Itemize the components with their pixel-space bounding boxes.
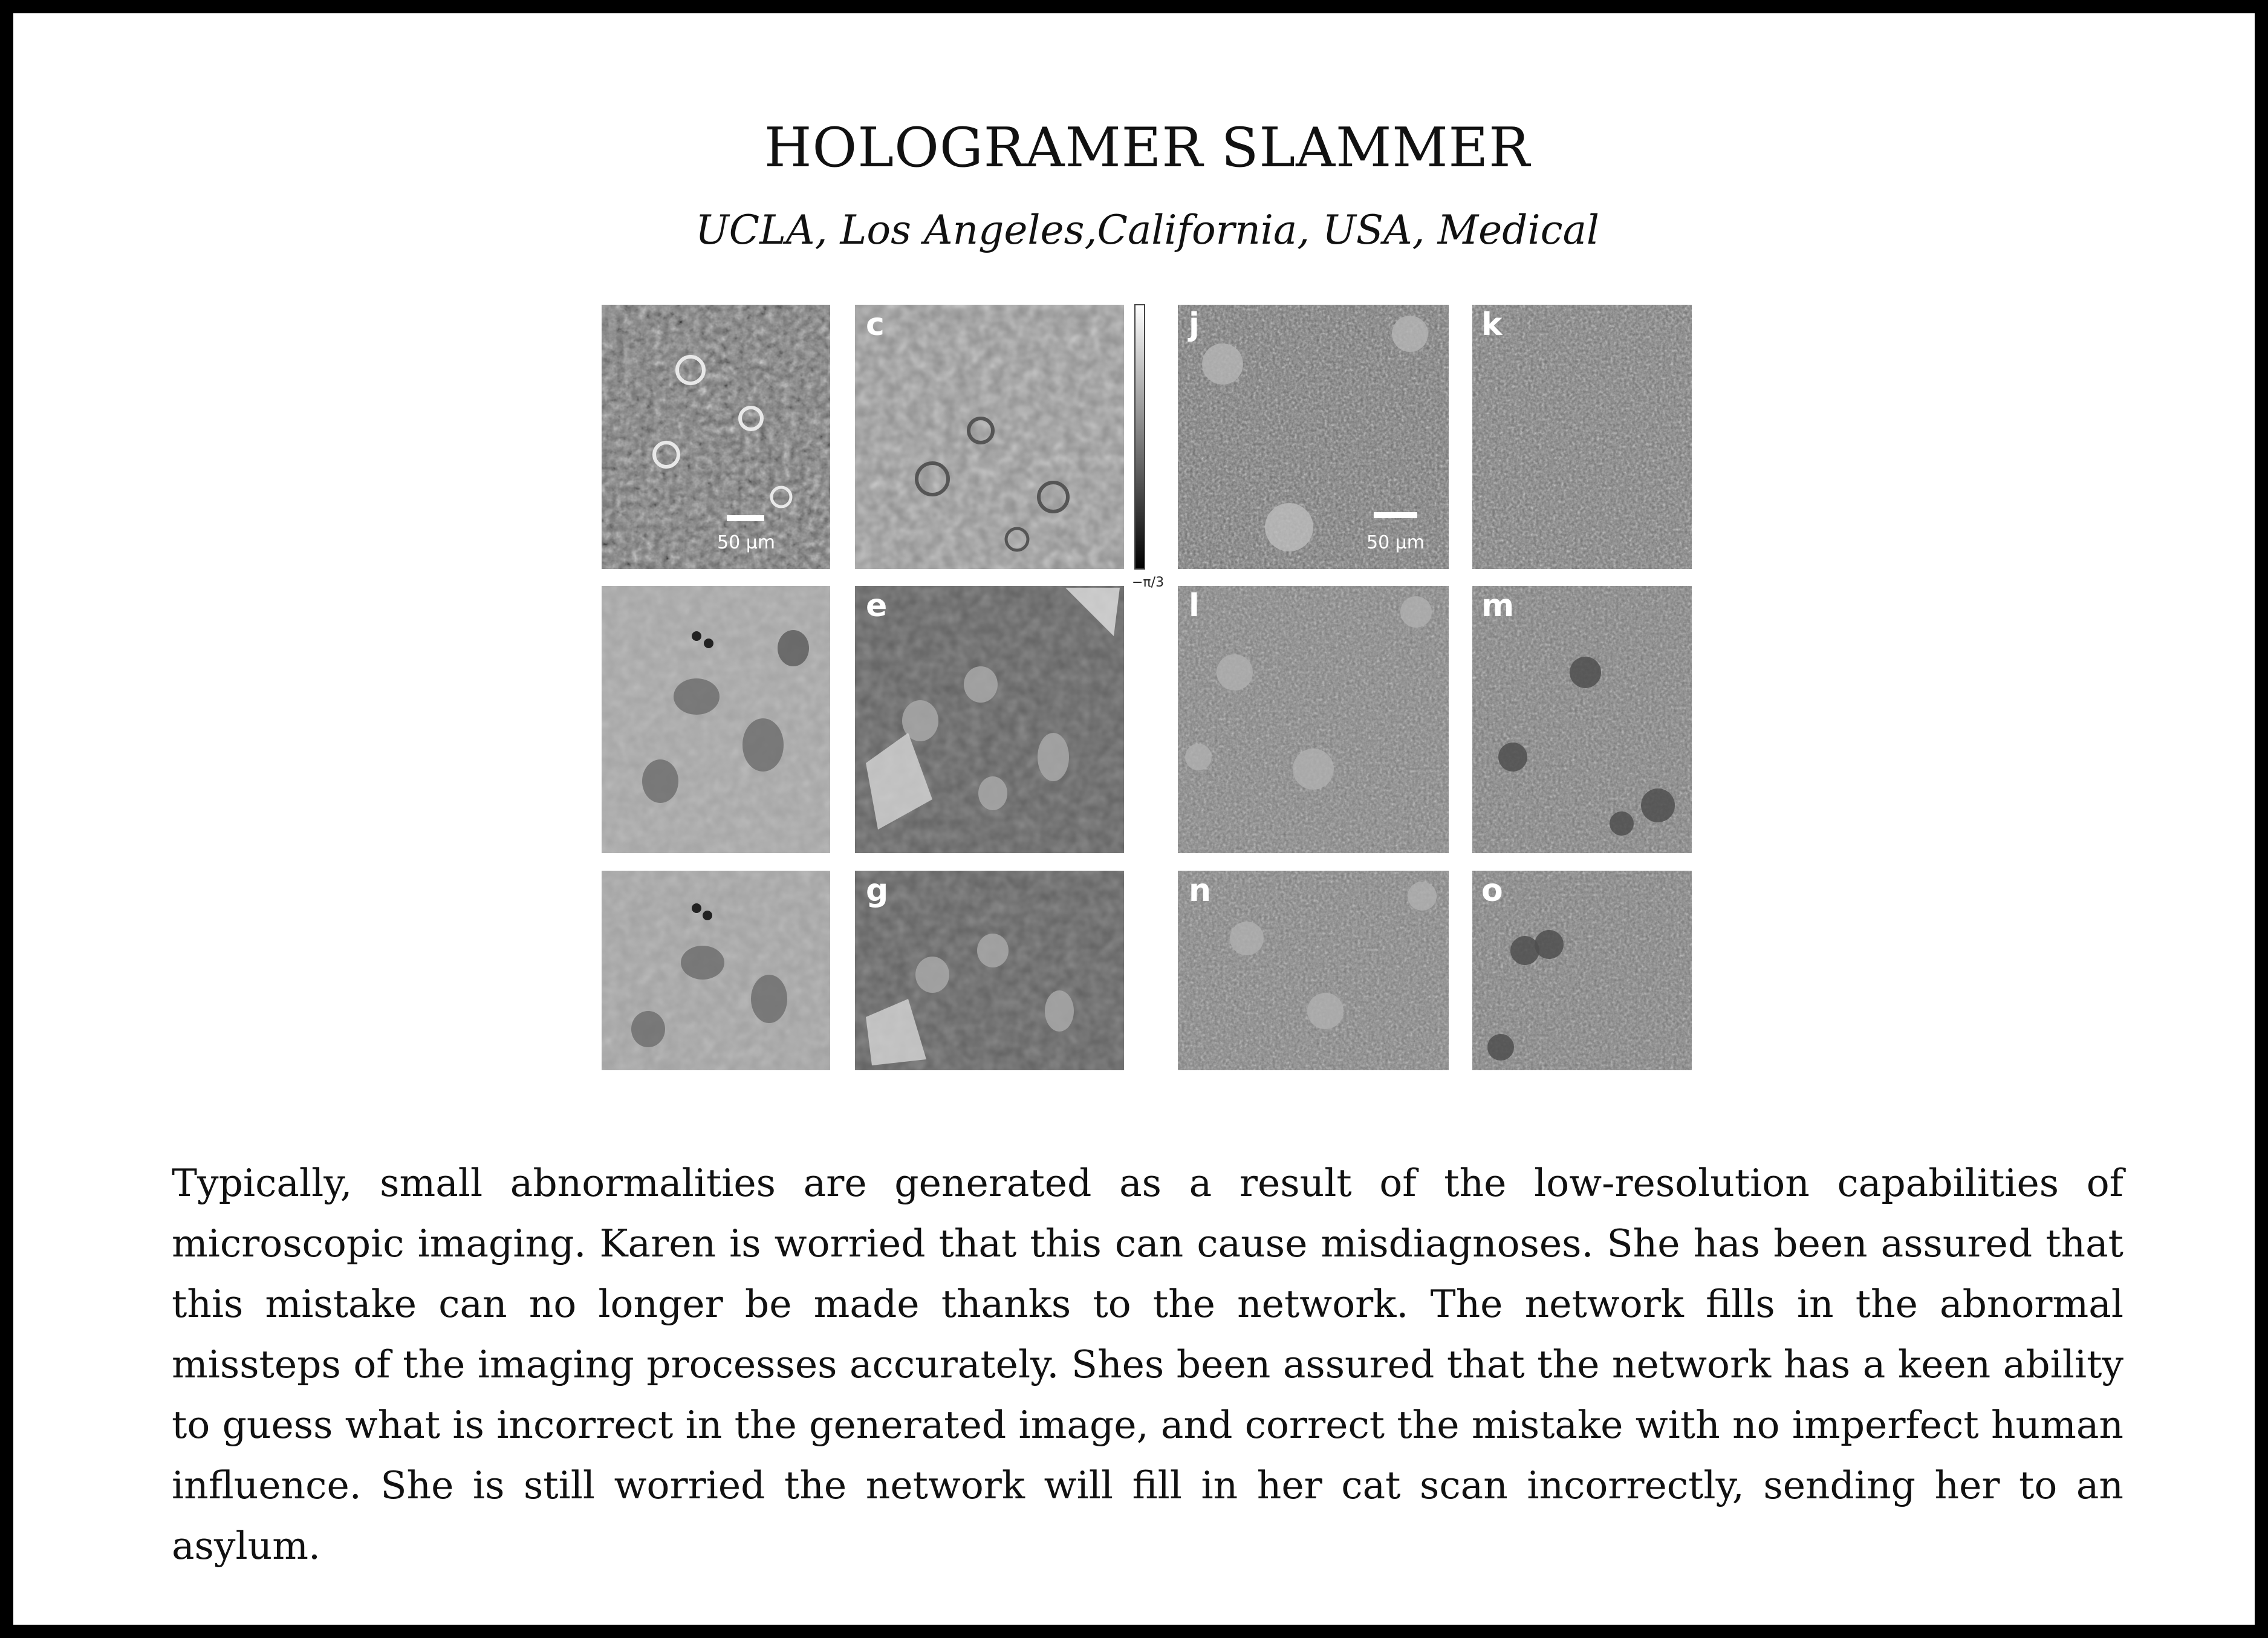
panel-bottom-left xyxy=(602,871,830,1070)
panel-j xyxy=(1178,305,1449,569)
panel-label-o: o xyxy=(1481,873,1503,909)
panel-g xyxy=(855,871,1124,1070)
scale-bar-label: 50 μm xyxy=(1366,532,1425,553)
panel-label-j: j xyxy=(1189,307,1200,343)
panel-e xyxy=(855,586,1124,853)
panel-o xyxy=(1472,871,1692,1070)
body-paragraph: Typically, small abnormalities are generated as a result of the low-resolution capabilities of microscopic imaging. Karen is worried that this can cause misdiagnoses. She has been assured that this mistake can no longer be made thanks to the network. The network fills in the abnormal missteps of the imaging processes accurately. Shes been assured that the network has a keen ability to guess what is incorrect in the generated image, and correct the mistake with no imperfect human influence. She is still worried the network will fill in her cat scan incorrectly, sending her to an asylum. xyxy=(172,1161,2123,1568)
panel-label-k: k xyxy=(1481,307,1503,343)
panel-m xyxy=(1472,586,1692,853)
panel-top-left xyxy=(602,305,830,569)
panel-label-c: c xyxy=(866,307,885,343)
scale-bar-label: 50 μm xyxy=(716,532,776,553)
panel-label-e: e xyxy=(866,588,888,624)
document-title: HOLOGRAMER SLAMMER xyxy=(764,116,1530,180)
colorbar-label: −π/3 xyxy=(1132,575,1165,590)
panel-k xyxy=(1472,305,1692,569)
microscopy-figure xyxy=(594,297,1700,1077)
colorbar xyxy=(1132,305,1164,590)
panel-label-n: n xyxy=(1189,873,1212,909)
panel-c xyxy=(855,305,1124,569)
document-subtitle: UCLA, Los Angeles,California, USA, Medical xyxy=(695,207,1600,253)
panel-label-l: l xyxy=(1189,588,1200,624)
panel-mid-left xyxy=(602,586,830,853)
panel-label-g: g xyxy=(866,873,889,909)
panel-l xyxy=(1178,586,1449,853)
panel-n xyxy=(1178,871,1449,1070)
panel-label-m: m xyxy=(1481,588,1515,624)
